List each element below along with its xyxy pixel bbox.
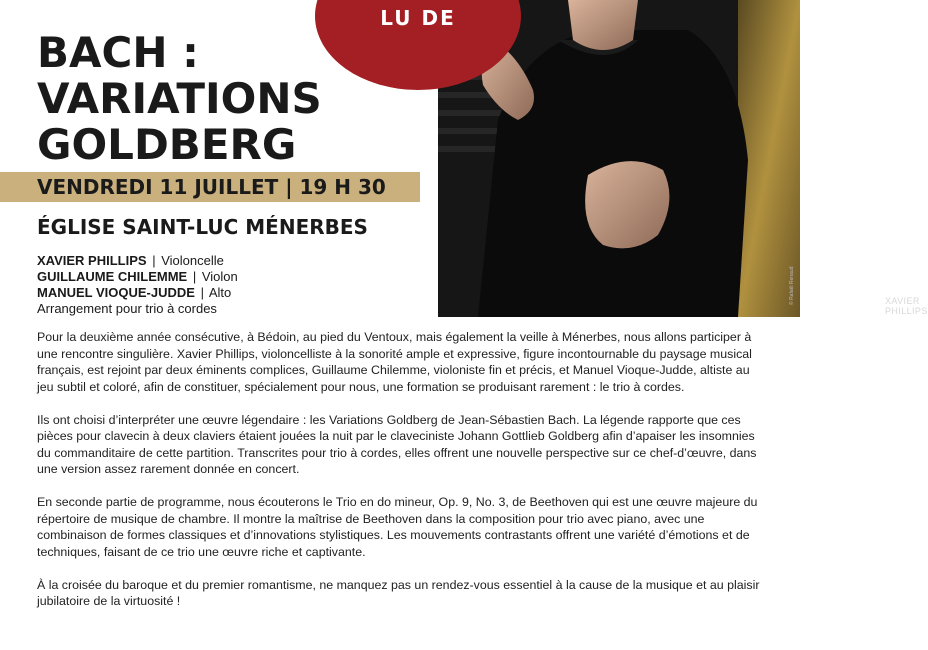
event-venue: ÉGLISE SAINT-LUC MÉNERBES: [37, 215, 368, 239]
photo-credit: © Rafaël Renaud: [789, 266, 795, 305]
performer-separator: |: [200, 285, 204, 300]
photo-caption: XAVIER PHILLIPS: [885, 296, 928, 316]
paragraph: Pour la deuxième année consécutive, à Bédoin, au pied du Ventoux, mais également la veille à Ménerbes, nous allons participer à une rencontre singulière. Xavier Phillips, violoncelliste à la sonorité ample et expressive, figure incontournable du paysage musical français, est rejoint par deux éminents complices, Guillaume Chilemme, violoniste fin et précis, et Manuel Vioque-Judde, altiste au jeu subtil et coloré, afin de constituer, spécialement pour nous, une formation se produisant rarement : le trio à cordes.: [37, 330, 752, 394]
title-line-2: VARIATIONS: [37, 74, 322, 123]
performer-separator: |: [152, 253, 156, 268]
performer-name: MANUEL VIOQUE-JUDDE: [37, 285, 195, 300]
badge-text: LU DE: [380, 6, 456, 30]
performer-item: [37, 253, 238, 269]
paragraph: À la croisée du baroque et du premier romantisme, ne manquez pas un rendez-vous essentiel à la cause de la musique et au plaisir jubilatoire de la virtuosité !: [37, 577, 760, 608]
performer-name: GUILLAUME CHILEMME: [37, 269, 188, 284]
performer-instrument: Alto: [208, 285, 232, 300]
performer-item: [37, 285, 238, 301]
paragraph: Ils ont choisi d’interpréter une œuvre légendaire : les Variations Goldberg de Jean-Sébastien Bach. La légende rapporte que ces pièces pour clavecin à deux claviers étaient jouées la nuit par le claveciniste Johann Gottlieb Goldberg afin d’apaiser les insomnies du commanditaire de cette partition. Transcrites pour trio à cordes, elles offrent une nouvelle perspective sur ce chef-d’œuvre, dans une version assez rarement donnée en concert.: [37, 412, 757, 476]
event-title: [37, 30, 322, 168]
performer-instrument: Violoncelle: [161, 253, 224, 268]
performer-item: [37, 269, 238, 285]
performer-list: [37, 253, 238, 317]
paragraph: En seconde partie de programme, nous écouterons le Trio en do mineur, Op. 9, No. 3, de Beethoven qui est une œuvre majeure du répertoire de musique de chambre. Il montre la maîtrise de Beethoven dans la composition pour trio avec piano, avec une combinaison de formes classiques et d’innovations stylistiques. Les mouvements contrastants offrent une variété d’émotions et de techniques, faisant de ce trio une œuvre riche et captivante.: [37, 495, 758, 559]
performer-name: XAVIER PHILLIPS: [37, 253, 147, 268]
title-line-1: BACH :: [37, 28, 199, 77]
performer-separator: |: [192, 269, 197, 284]
arrangement-note: Arrangement pour trio à cordes: [37, 301, 217, 316]
title-line-3: GOLDBERG: [37, 120, 297, 169]
event-date-time: VENDREDI 11 JUILLET | 19 H 30: [37, 175, 386, 199]
event-description: [37, 329, 765, 626]
performer-instrument: Violon: [201, 269, 238, 284]
